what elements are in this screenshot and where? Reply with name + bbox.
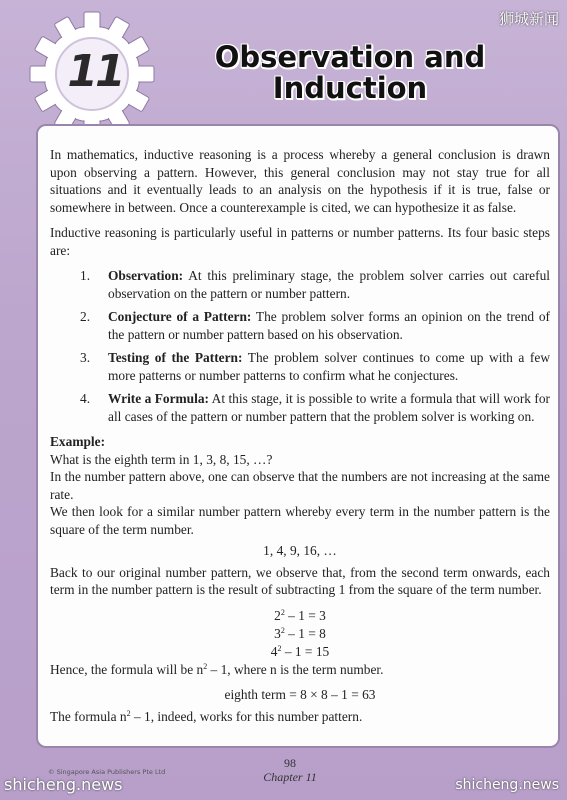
eq-exponent: 2 (280, 607, 285, 617)
equation-2 (50, 625, 550, 643)
step-text (108, 349, 550, 384)
eq-rest: – 1 = 8 (284, 625, 326, 641)
conclusion-exponent: 2 (126, 708, 131, 718)
step-text (108, 308, 550, 343)
content-panel (36, 124, 560, 748)
step-number: 3. (80, 350, 91, 365)
watermark-bottom-left: shicheng.news (4, 775, 123, 794)
intro-paragraph-1: In mathematics, inductive reasoning is a process whereby a general conclusion is drawn upon observing a pattern. However, this general conclusion may not stay true for all situations and it eventually leads to an analysis on the hypothesis if it is true, false or somewhere in between. Once a counterexample is cited, we can hypothesize it as false. (50, 147, 550, 215)
step-text (108, 390, 550, 425)
step-number: 2. (80, 309, 91, 324)
formula-exponent: 2 (203, 661, 208, 671)
equation-1 (50, 607, 550, 625)
list-item (50, 390, 550, 425)
step-term: Conjecture of a Pattern: (108, 309, 252, 324)
chapter-footer: Chapter 11 (263, 770, 317, 784)
step-description: At this stage, it is possible to write a formula that will work for all cases of the pattern or number pattern that the problem solver is working on. (108, 391, 550, 424)
eq-base: 4 (270, 643, 278, 659)
step-description: The problem solver continues to come up with a few more patterns or number patterns to confirm what he conjectures. (108, 350, 550, 383)
list-item (50, 267, 550, 302)
equation-3 (50, 643, 550, 661)
steps-list (50, 267, 550, 425)
example-observation-1: In the number pattern above, one can observe that the numbers are not increasing at the same rate. (50, 469, 550, 502)
step-description: At this preliminary stage, the problem solver carries out careful observation on the pattern or number pattern. (108, 268, 550, 301)
watermark-top-right: 狮城新闻 (498, 10, 559, 28)
formula-statement (50, 661, 550, 679)
step-description: The problem solver forms an opinion on the trend of the pattern or number pattern based on his observation. (108, 309, 550, 342)
list-item (50, 349, 550, 384)
step-text (108, 267, 550, 302)
eq-exponent: 2 (277, 643, 282, 653)
list-item (50, 308, 550, 343)
page-number: 98 (284, 756, 296, 770)
step-term: Write a Formula: (108, 391, 209, 406)
step-number: 4. (80, 391, 91, 406)
title-line-1: Observation and (214, 40, 486, 74)
eq-base: 3 (274, 625, 281, 641)
eq-rest: – 1 = 3 (284, 607, 326, 623)
page-title (180, 42, 520, 104)
eighth-term-calc: eighth term = 8 × 8 – 1 = 63 (224, 687, 376, 702)
equations (50, 607, 550, 661)
step-term: Observation: (108, 268, 184, 283)
conclusion (50, 708, 550, 726)
formula-pre: Hence, the formula will be n (50, 661, 204, 677)
squares-pattern: 1, 4, 9, 16, … (263, 543, 337, 558)
example-observation-2: We then look for a similar number pattern whereby every term in the number pattern is the square of the term number. (50, 504, 550, 537)
conclusion-post: – 1, indeed, works for this number pattern. (130, 708, 363, 724)
step-number: 1. (80, 268, 91, 283)
eq-rest: – 1 = 15 (281, 643, 330, 659)
step-term: Testing of the Pattern: (108, 350, 243, 365)
copyright: © Singapore Asia Publishers Pte Ltd (48, 768, 166, 776)
formula-post: – 1, where n is the term number. (207, 661, 384, 677)
watermark-bottom-right: shicheng.news (455, 777, 559, 793)
example-heading: Example: (50, 434, 106, 449)
conclusion-pre: The formula n (50, 708, 127, 724)
chapter-number: 11 (67, 46, 123, 97)
intro-paragraph-2: Inductive reasoning is particularly useful in patterns or number patterns. Its four basic steps are: (50, 225, 550, 258)
eq-exponent: 2 (280, 625, 285, 635)
example-question: What is the eighth term in 1, 3, 8, 15, …? (50, 451, 273, 467)
title-line-2: Induction (272, 71, 428, 105)
example-observation-3: Back to our original number pattern, we observe that, from the second term onwards, each term in the number pattern is the result of subtracting 1 from the square of the term number. (50, 564, 550, 597)
eq-base: 2 (274, 607, 281, 623)
